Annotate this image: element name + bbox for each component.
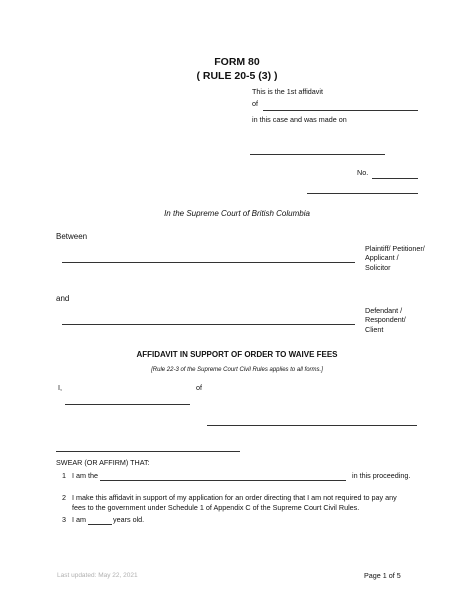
affidavit-made-on-label: in this case and was made on	[252, 115, 347, 124]
court-file-no-label: No.	[357, 168, 369, 177]
deponent-name-line[interactable]	[65, 404, 190, 405]
swear-label: SWEAR (OR AFFIRM) THAT:	[56, 458, 150, 467]
deponent-address-line[interactable]	[207, 425, 417, 426]
defendant-role-label: Defendant / Respondent/ Client	[365, 306, 406, 334]
affidavit-date-field[interactable]	[250, 154, 385, 155]
court-file-no-field[interactable]	[372, 178, 418, 179]
statement-1-text: I am the	[72, 471, 98, 480]
last-updated-text: Last updated: May 22, 2021	[57, 572, 138, 579]
document-subtitle: [Rule 22-3 of the Supreme Court Civil Rules applies to all forms.]	[151, 367, 323, 373]
statement-2-line-1: I make this affidavit in support of my application for an order directing that I am not required to pay any	[72, 493, 397, 502]
statement-3-suffix: years old.	[113, 515, 145, 524]
deponent-of-label: of	[196, 383, 202, 392]
deponent-name-field[interactable]	[263, 110, 418, 111]
affidavit-number-text: This is the 1st affidavit	[252, 87, 323, 96]
form-number: FORM 80	[214, 56, 260, 68]
statement-3-number: 3	[62, 515, 66, 524]
page-number: Page 1 of 5	[364, 571, 401, 580]
document-title: AFFIDAVIT IN SUPPORT OF ORDER TO WAIVE FEES	[136, 350, 338, 359]
statement-3-text: I am	[72, 515, 86, 524]
plaintiff-name-field[interactable]	[62, 262, 355, 263]
age-field[interactable]	[88, 524, 112, 525]
and-label: and	[56, 294, 70, 303]
statement-1-suffix: in this proceeding.	[352, 471, 411, 480]
statement-2-line-2: fees to the government under Schedule 1 of Appendix C of the Supreme Court Civil Rules.	[72, 503, 360, 512]
party-role-field[interactable]	[100, 480, 346, 481]
form-rule: ( RULE 20-5 (3) )	[196, 70, 278, 82]
defendant-name-field[interactable]	[62, 324, 355, 325]
between-label: Between	[56, 232, 88, 241]
plaintiff-role-label: Plaintiff/ Petitioner/ Applicant / Solicitor	[365, 244, 425, 272]
deponent-i-label: I,	[58, 383, 62, 392]
statement-2-number: 2	[62, 493, 66, 502]
registry-field[interactable]	[307, 193, 418, 194]
court-name: In the Supreme Court of British Columbia	[164, 209, 310, 218]
affidavit-of-label: of	[252, 99, 258, 108]
swear-divider	[56, 451, 240, 452]
statement-1-number: 1	[62, 471, 66, 480]
